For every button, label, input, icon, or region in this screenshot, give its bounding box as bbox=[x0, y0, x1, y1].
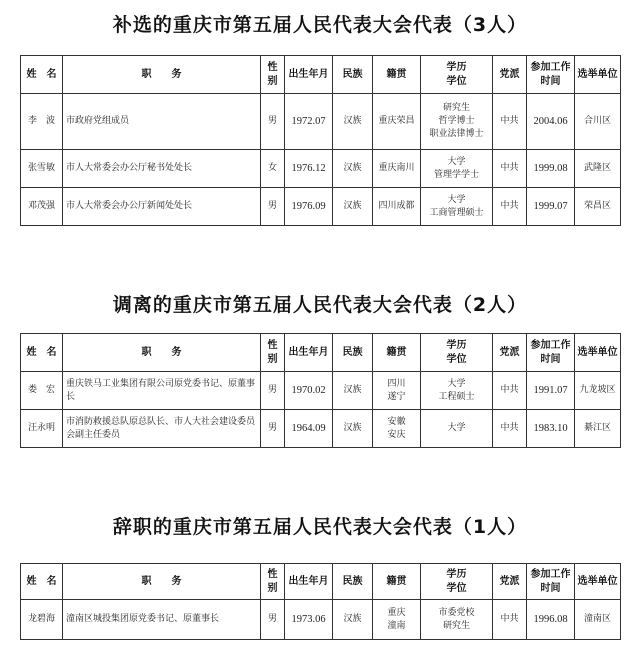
cell-unit: 九龙坡区 bbox=[575, 372, 621, 410]
cell-unit: 合川区 bbox=[575, 94, 621, 150]
cell-birth: 1964.09 bbox=[285, 410, 333, 448]
cell-origin: 四川成都 bbox=[373, 188, 421, 226]
section1-title: 补选的重庆市第五届人民代表大会代表（3人） bbox=[112, 14, 528, 36]
cell-ethnicity: 汉族 bbox=[333, 188, 373, 226]
cell-unit: 荣昌区 bbox=[575, 188, 621, 226]
header-work-start: 参加工作 时间 bbox=[527, 334, 575, 372]
header-position: 职 务 bbox=[63, 56, 261, 94]
cell-gender: 女 bbox=[261, 150, 285, 188]
table-header-row bbox=[21, 564, 621, 600]
cell-work-start: 2004.06 bbox=[527, 94, 575, 150]
cell-origin: 四川 遂宁 bbox=[373, 372, 421, 410]
cell-education: 大学 bbox=[421, 410, 493, 448]
header-position: 职 务 bbox=[63, 334, 261, 372]
section1-table bbox=[20, 55, 621, 226]
header-gender: 性别 bbox=[261, 334, 285, 372]
cell-education: 市委党校 研究生 bbox=[421, 600, 493, 640]
header-party: 党派 bbox=[493, 334, 527, 372]
cell-gender: 男 bbox=[261, 600, 285, 640]
table-header-row bbox=[21, 334, 621, 372]
table-row bbox=[21, 150, 621, 188]
header-ethnicity: 民族 bbox=[333, 564, 373, 600]
cell-name: 汪永明 bbox=[21, 410, 63, 448]
table-row bbox=[21, 372, 621, 410]
cell-education: 大学 管理学学士 bbox=[421, 150, 493, 188]
cell-birth: 1976.09 bbox=[285, 188, 333, 226]
cell-position: 市人大常委会办公厅秘书处处长 bbox=[63, 150, 261, 188]
cell-work-start: 1991.07 bbox=[527, 372, 575, 410]
header-work-start: 参加工作 时间 bbox=[527, 564, 575, 600]
section2-title: 调离的重庆市第五届人民代表大会代表（2人） bbox=[112, 294, 528, 316]
cell-origin: 重庆 潼南 bbox=[373, 600, 421, 640]
header-education: 学历 学位 bbox=[421, 334, 493, 372]
cell-name: 张雪敏 bbox=[21, 150, 63, 188]
cell-ethnicity: 汉族 bbox=[333, 600, 373, 640]
section2-table bbox=[20, 333, 621, 448]
cell-party: 中共 bbox=[493, 600, 527, 640]
cell-work-start: 1983.10 bbox=[527, 410, 575, 448]
header-gender: 性别 bbox=[261, 56, 285, 94]
header-birth: 出生年月 bbox=[285, 334, 333, 372]
cell-party: 中共 bbox=[493, 410, 527, 448]
header-unit: 选举单位 bbox=[575, 334, 621, 372]
cell-education: 研究生 哲学博士 职业法律博士 bbox=[421, 94, 493, 150]
header-gender: 性别 bbox=[261, 564, 285, 600]
cell-education: 大学 工商管理硕士 bbox=[421, 188, 493, 226]
cell-origin: 重庆荣昌 bbox=[373, 94, 421, 150]
cell-name: 邓茂强 bbox=[21, 188, 63, 226]
table-row bbox=[21, 410, 621, 448]
table-row bbox=[21, 188, 621, 226]
header-unit: 选举单位 bbox=[575, 56, 621, 94]
header-origin: 籍贯 bbox=[373, 334, 421, 372]
cell-ethnicity: 汉族 bbox=[333, 372, 373, 410]
cell-position: 潼南区城投集团原党委书记、原董事长 bbox=[63, 600, 261, 640]
header-unit: 选举单位 bbox=[575, 564, 621, 600]
cell-education: 大学 工程硕士 bbox=[421, 372, 493, 410]
header-position: 职 务 bbox=[63, 564, 261, 600]
header-name: 姓 名 bbox=[21, 334, 63, 372]
cell-unit: 綦江区 bbox=[575, 410, 621, 448]
cell-name: 娄 宏 bbox=[21, 372, 63, 410]
table-row bbox=[21, 94, 621, 150]
cell-ethnicity: 汉族 bbox=[333, 94, 373, 150]
cell-origin: 重庆南川 bbox=[373, 150, 421, 188]
cell-party: 中共 bbox=[493, 372, 527, 410]
table-header-row bbox=[21, 56, 621, 94]
cell-birth: 1970.02 bbox=[285, 372, 333, 410]
header-birth: 出生年月 bbox=[285, 564, 333, 600]
header-party: 党派 bbox=[493, 56, 527, 94]
cell-gender: 男 bbox=[261, 94, 285, 150]
cell-position: 市政府党组成员 bbox=[63, 94, 261, 150]
cell-unit: 武隆区 bbox=[575, 150, 621, 188]
table-row bbox=[21, 600, 621, 640]
cell-unit: 潼南区 bbox=[575, 600, 621, 640]
cell-ethnicity: 汉族 bbox=[333, 410, 373, 448]
header-education: 学历 学位 bbox=[421, 564, 493, 600]
header-name: 姓 名 bbox=[21, 56, 63, 94]
header-origin: 籍贯 bbox=[373, 564, 421, 600]
header-birth: 出生年月 bbox=[285, 56, 333, 94]
cell-work-start: 1999.07 bbox=[527, 188, 575, 226]
cell-ethnicity: 汉族 bbox=[333, 150, 373, 188]
cell-name: 李 波 bbox=[21, 94, 63, 150]
cell-work-start: 1999.08 bbox=[527, 150, 575, 188]
section3-title: 辞职的重庆市第五届人民代表大会代表（1人） bbox=[112, 516, 528, 538]
cell-name: 龙碧海 bbox=[21, 600, 63, 640]
cell-party: 中共 bbox=[493, 94, 527, 150]
header-origin: 籍贯 bbox=[373, 56, 421, 94]
cell-gender: 男 bbox=[261, 188, 285, 226]
header-ethnicity: 民族 bbox=[333, 56, 373, 94]
cell-birth: 1976.12 bbox=[285, 150, 333, 188]
cell-party: 中共 bbox=[493, 188, 527, 226]
cell-position: 重庆铁马工业集团有限公司原党委书记、原董事长 bbox=[63, 372, 261, 410]
header-party: 党派 bbox=[493, 564, 527, 600]
cell-position: 市人大常委会办公厅新闻处处长 bbox=[63, 188, 261, 226]
cell-work-start: 1996.08 bbox=[527, 600, 575, 640]
header-name: 姓 名 bbox=[21, 564, 63, 600]
cell-birth: 1973.06 bbox=[285, 600, 333, 640]
cell-gender: 男 bbox=[261, 372, 285, 410]
cell-origin: 安徽 安庆 bbox=[373, 410, 421, 448]
header-ethnicity: 民族 bbox=[333, 334, 373, 372]
cell-birth: 1972.07 bbox=[285, 94, 333, 150]
header-work-start: 参加工作 时间 bbox=[527, 56, 575, 94]
cell-gender: 男 bbox=[261, 410, 285, 448]
header-education: 学历 学位 bbox=[421, 56, 493, 94]
cell-position: 市消防救援总队原总队长、市人大社会建设委员会副主任委员 bbox=[63, 410, 261, 448]
section3-table bbox=[20, 563, 621, 640]
cell-party: 中共 bbox=[493, 150, 527, 188]
